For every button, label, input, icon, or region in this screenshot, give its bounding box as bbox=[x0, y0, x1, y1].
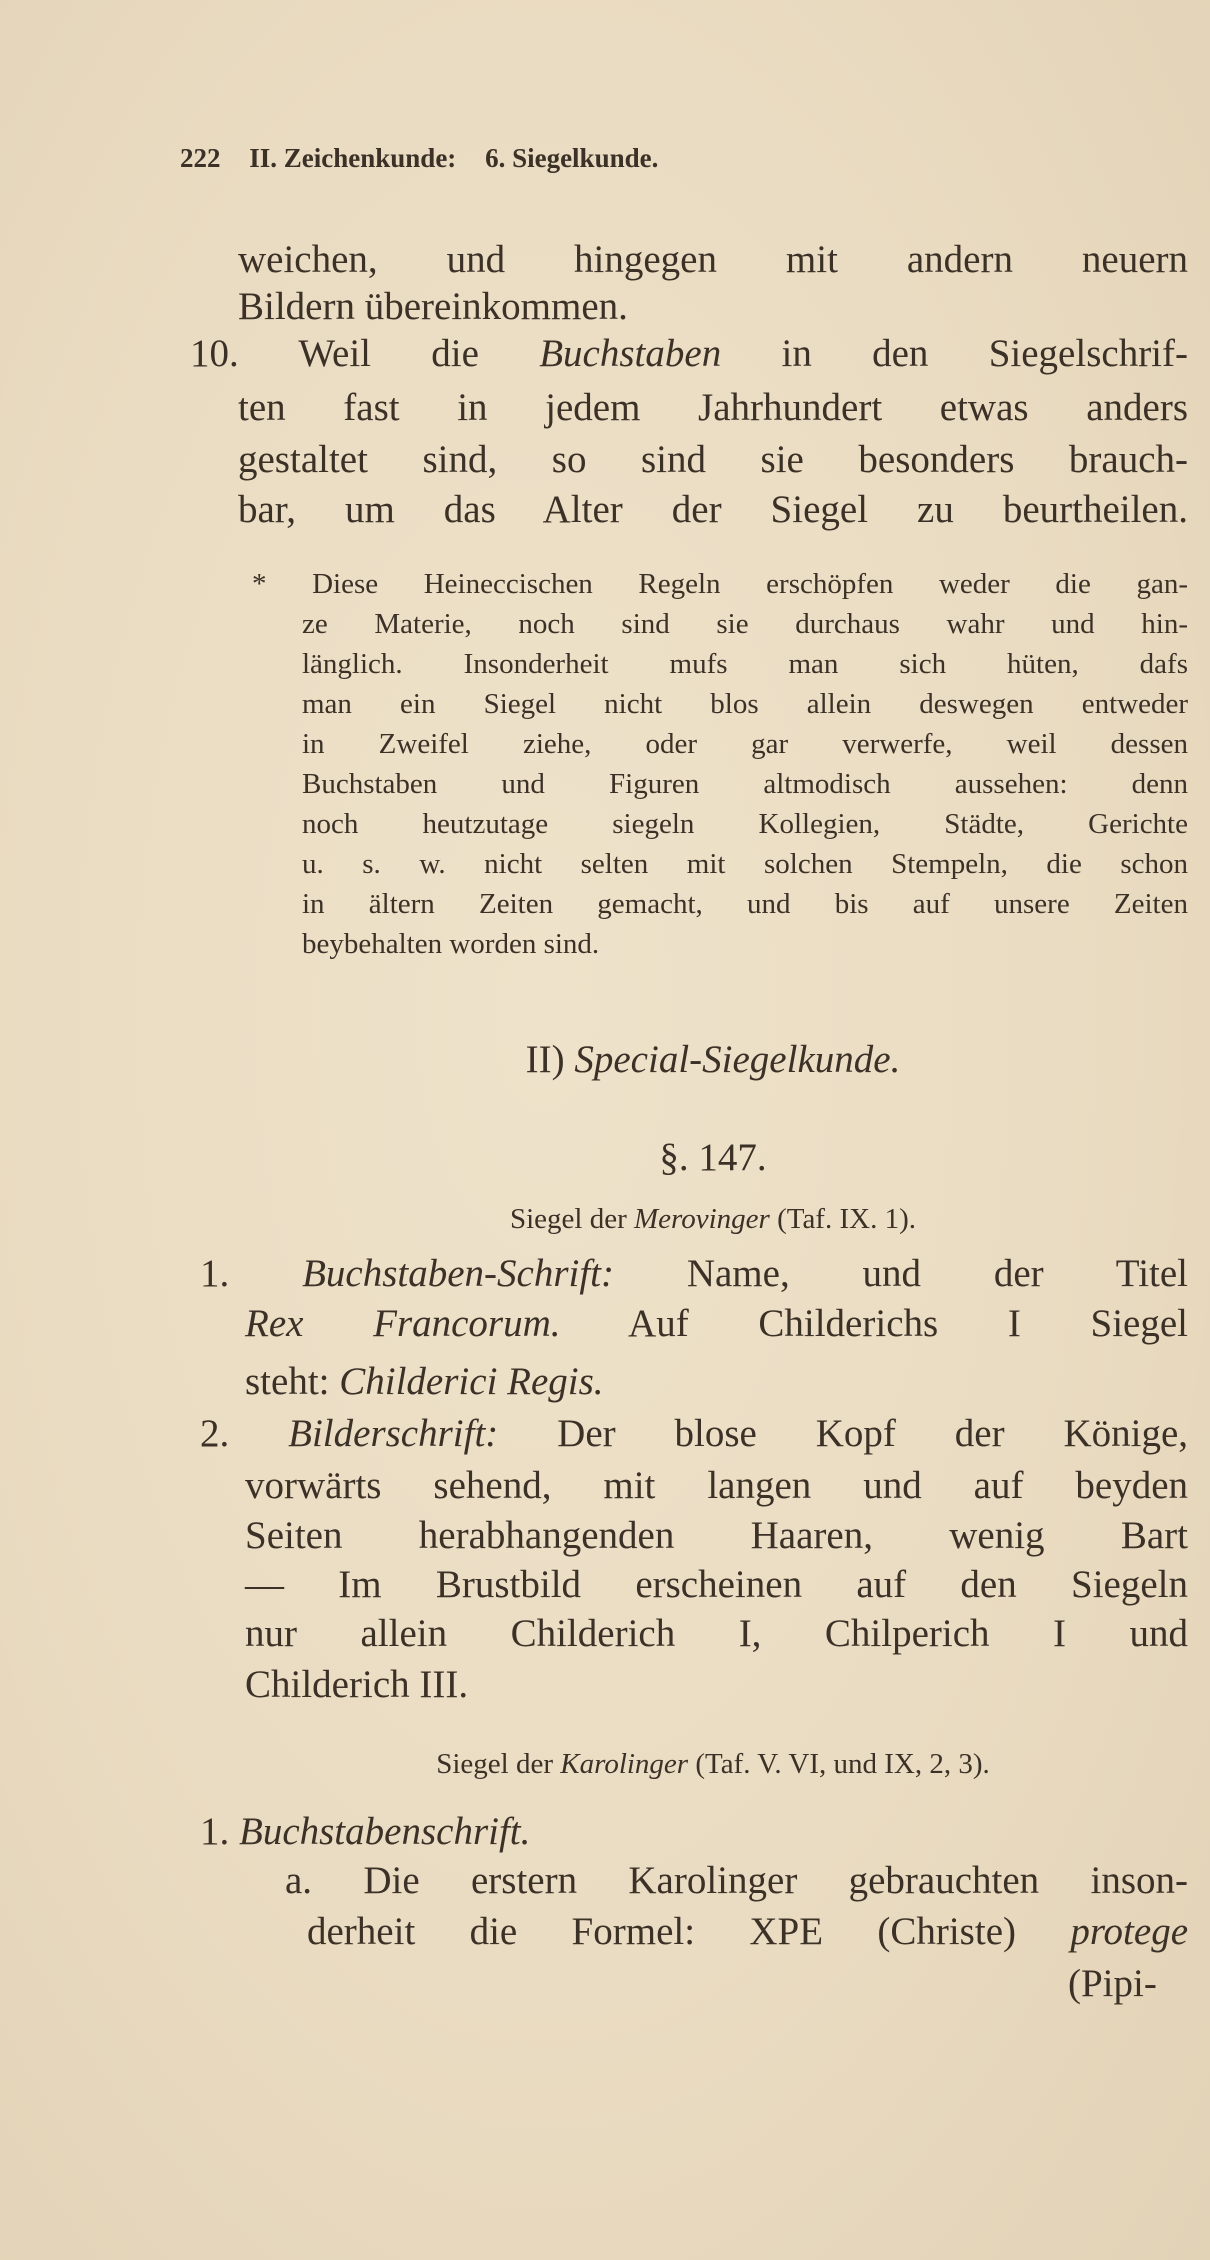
italic-text: Rex Francorum. bbox=[245, 1302, 561, 1345]
text-segment: man ein Siegel nicht blos allein deswegen entweder bbox=[302, 688, 1188, 720]
text-line bbox=[302, 930, 722, 959]
page-number: 222 bbox=[180, 143, 221, 173]
italic-text: Bilderschrift: bbox=[288, 1412, 499, 1455]
italic-text: Special-Siegelkunde. bbox=[574, 1038, 901, 1081]
text-line bbox=[302, 810, 1188, 839]
section-title: 6. Siegelkunde. bbox=[485, 143, 659, 173]
text-line bbox=[238, 388, 1188, 427]
text-segment: * Diese Heineccischen Regeln erschöpfen weder die gan- bbox=[252, 568, 1188, 600]
text-segment: 10. Weil die bbox=[190, 332, 540, 375]
text-line bbox=[200, 1414, 1188, 1453]
text-line bbox=[302, 610, 1188, 639]
text-line bbox=[285, 1861, 1188, 1900]
text-segment: nur allein Childerich I, Chilperich I und bbox=[245, 1612, 1188, 1655]
text-line bbox=[238, 1205, 1188, 1234]
text-line bbox=[302, 690, 1188, 719]
text-line bbox=[302, 850, 1188, 879]
text-line bbox=[200, 1812, 680, 1851]
italic-text: Childerici Regis. bbox=[339, 1360, 604, 1403]
text-segment: Seiten herabhangenden Haaren, wenig Bart bbox=[245, 1514, 1188, 1557]
text-segment: in Zweifel ziehe, oder gar verwerfe, weil dessen bbox=[302, 728, 1188, 760]
text-line bbox=[302, 650, 1188, 679]
text-segment: — Im Brustbild erscheinen auf den Siegeln bbox=[245, 1563, 1188, 1606]
text-segment: II) bbox=[525, 1038, 575, 1081]
text-segment: Buchstaben und Figuren altmodisch aussehen: denn bbox=[302, 768, 1188, 800]
text-segment: gestaltet sind, so sind sie besonders brauch- bbox=[238, 438, 1188, 481]
text-segment: 2. bbox=[200, 1412, 289, 1455]
italic-text: Merovinger bbox=[634, 1203, 770, 1235]
running-header bbox=[180, 145, 960, 172]
text-line bbox=[238, 1750, 1188, 1779]
text-segment: Childerich III. bbox=[245, 1663, 469, 1706]
text-line bbox=[238, 440, 1188, 479]
text-segment: länglich. Insonderheit mufs man sich hüten, dafs bbox=[302, 648, 1188, 680]
running-title: II. Zeichenkunde: bbox=[249, 143, 457, 173]
text-segment: in den Siegelschrif- bbox=[721, 332, 1188, 375]
italic-text: Karolinger bbox=[560, 1748, 689, 1780]
text-segment: bar, um das Alter der Siegel zu beurtheilen. bbox=[238, 488, 1188, 531]
text-segment: ze Materie, noch sind sie durchaus wahr und hin- bbox=[302, 608, 1188, 640]
text-segment: (Taf. IX. 1). bbox=[769, 1203, 916, 1235]
text-line bbox=[238, 240, 1188, 279]
text-segment: a. Die erstern Karolinger gebrauchten inson- bbox=[285, 1859, 1188, 1902]
text-line bbox=[245, 1304, 1188, 1343]
text-segment: derheit die Formel: XPE (Christe) bbox=[307, 1910, 1071, 1953]
text-line bbox=[307, 1912, 1188, 1951]
text-segment: beybehalten worden sind. bbox=[302, 928, 600, 960]
italic-text: Buchstaben-Schrift: bbox=[302, 1252, 615, 1295]
text-segment: in ältern Zeiten gemacht, und bis auf unsere Zeiten bbox=[302, 888, 1188, 920]
text-segment: Name, und der Titel bbox=[614, 1252, 1189, 1295]
text-line bbox=[238, 1040, 1188, 1079]
text-line bbox=[302, 730, 1188, 759]
text-segment: steht: bbox=[245, 1360, 340, 1403]
text-segment: Auf Childerichs I Siegel bbox=[560, 1302, 1188, 1345]
text-line bbox=[302, 890, 1188, 919]
text-segment: 1. bbox=[200, 1252, 303, 1295]
text-line bbox=[200, 1254, 1188, 1293]
text-segment: weichen, und hingegen mit andern neuern bbox=[238, 238, 1188, 281]
text-line bbox=[302, 770, 1188, 799]
text-segment: (Pipi- bbox=[1068, 1962, 1157, 2005]
text-line bbox=[245, 1362, 645, 1401]
text-segment: Siegel der bbox=[436, 1748, 561, 1780]
text-line bbox=[245, 1466, 1188, 1505]
text-line bbox=[252, 570, 1188, 599]
italic-text: Buchstabenschrift. bbox=[239, 1810, 531, 1853]
text-line bbox=[245, 1614, 1188, 1653]
text-line bbox=[238, 287, 758, 326]
italic-text: Buchstaben bbox=[539, 332, 722, 375]
text-segment: ten fast in jedem Jahrhundert etwas anders bbox=[238, 386, 1188, 429]
text-segment: noch heutzutage siegeln Kollegien, Städte, Gerichte bbox=[302, 808, 1188, 840]
text-line bbox=[245, 1665, 545, 1704]
text-segment: Bildern übereinkommen. bbox=[238, 285, 628, 328]
italic-text: protege bbox=[1070, 1910, 1188, 1953]
text-segment: §. 147. bbox=[659, 1136, 767, 1179]
text-segment: 1. bbox=[200, 1810, 239, 1853]
text-line bbox=[238, 1138, 1188, 1177]
text-line bbox=[1068, 1964, 1188, 2003]
text-segment: Der blose Kopf der Könige, bbox=[498, 1412, 1189, 1455]
text-line bbox=[245, 1516, 1188, 1555]
text-segment: u. s. w. nicht selten mit solchen Stempeln, die schon bbox=[302, 848, 1188, 880]
text-line bbox=[190, 334, 1188, 373]
text-segment: vorwärts sehend, mit langen und auf beyden bbox=[245, 1464, 1188, 1507]
text-segment: (Taf. V. VI, und IX, 2, 3). bbox=[688, 1748, 990, 1780]
text-line bbox=[245, 1565, 1188, 1604]
text-segment: Siegel der bbox=[510, 1203, 635, 1235]
text-line bbox=[238, 490, 1188, 529]
